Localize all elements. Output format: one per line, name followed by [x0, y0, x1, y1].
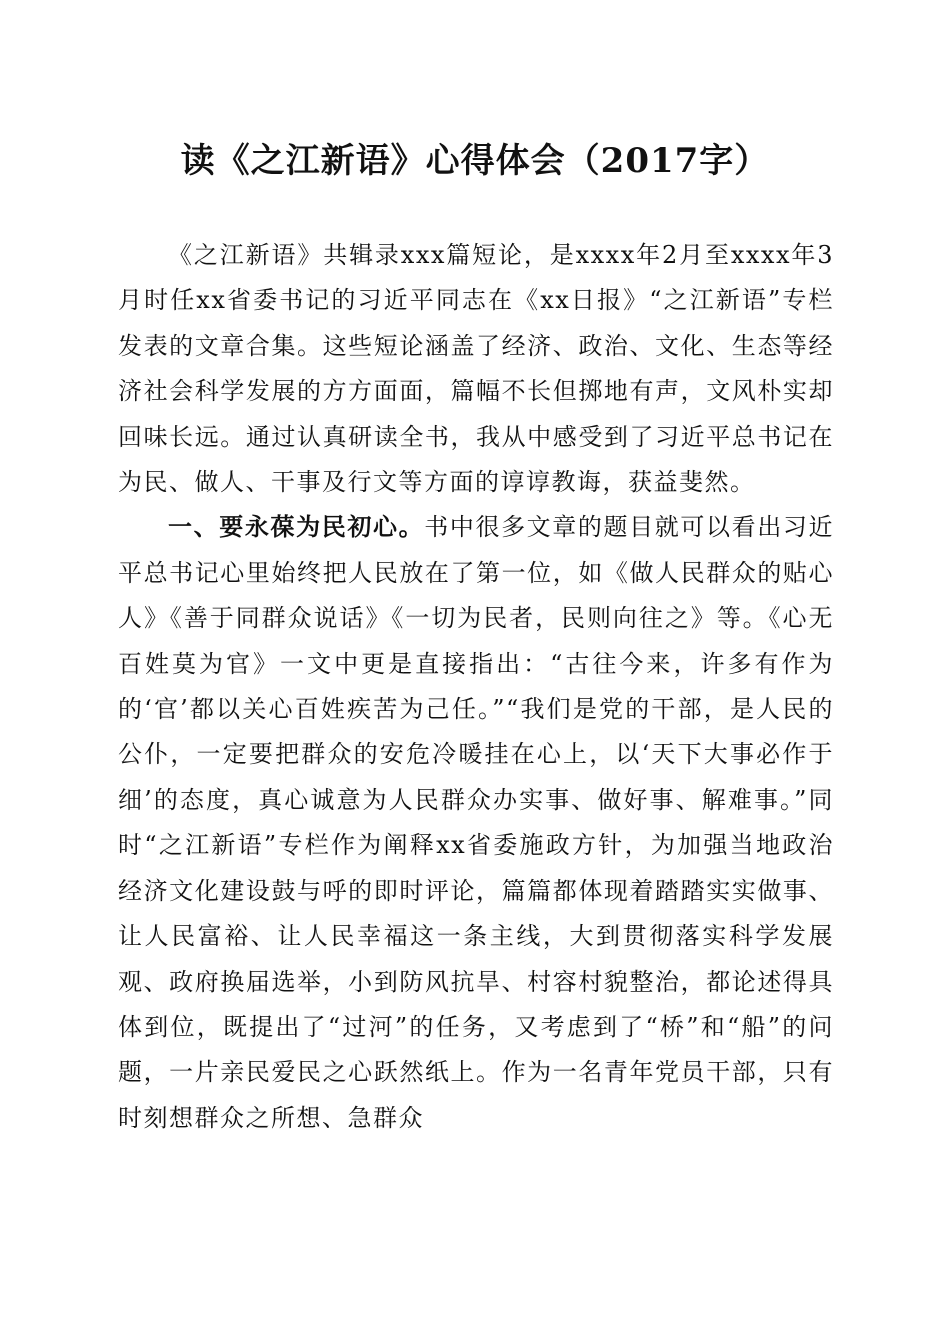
section-one-paragraph [118, 505, 834, 1141]
document-body [118, 233, 834, 1141]
section-one-heading: 一、要永葆为民初心。 [168, 513, 425, 542]
intro-paragraph [118, 233, 834, 505]
section-one-text: 书中很多文章的题目就可以看出习近平总书记心里始终把人民放在了第一位，如《做人民群众的贴心人》《善于同群众说话》《一切为民者，民则向往之》等。《心无百姓莫为官》一文中更是直接指出：“古往今来，许多有作为的‘官’都以关心百姓疾苦为己任。”“我们是党的干部，是人民的公仆，一定要把群众的安危冷暖挂在心上，以‘天下大事必作于细’的态度，真心诚意为人民群众办实事、做好事、解难事。”同时“之江新语”专栏作为阐释xx省委施政方针，为加强当地政治经济文化建设鼓与呼的即时评论，篇篇都体现着踏踏实实做事、让人民富裕、让人民幸福这一条主线，大到贯彻落实科学发展观、政府换届选举，小到防风抗旱、村容村貌整治，都论述得具体到位，既提出了“过河”的任务，又考虑到了“桥”和“船”的问题，一片亲民爱民之心跃然纸上。作为一名青年党员干部，只有时刻想群众之所想、急群众 [118, 513, 835, 1132]
document-title: 读《之江新语》心得体会（2017字） [180, 141, 770, 181]
intro-paragraph-text: 《之江新语》共辑录xxx篇短论，是xxxx年2月至xxxx年3月时任xx省委书记的习近平同志在《xx日报》“之江新语”专栏发表的文章合集。这些短论涵盖了经济、政治、文化、生态等经济社会科学发展的方方面面，篇幅不长但掷地有声，文风朴实却回味长远。通过认真研读全书，我从中感受到了习近平总书记在为民、做人、干事及行文等方面的谆谆教诲，获益斐然。 [118, 241, 834, 497]
